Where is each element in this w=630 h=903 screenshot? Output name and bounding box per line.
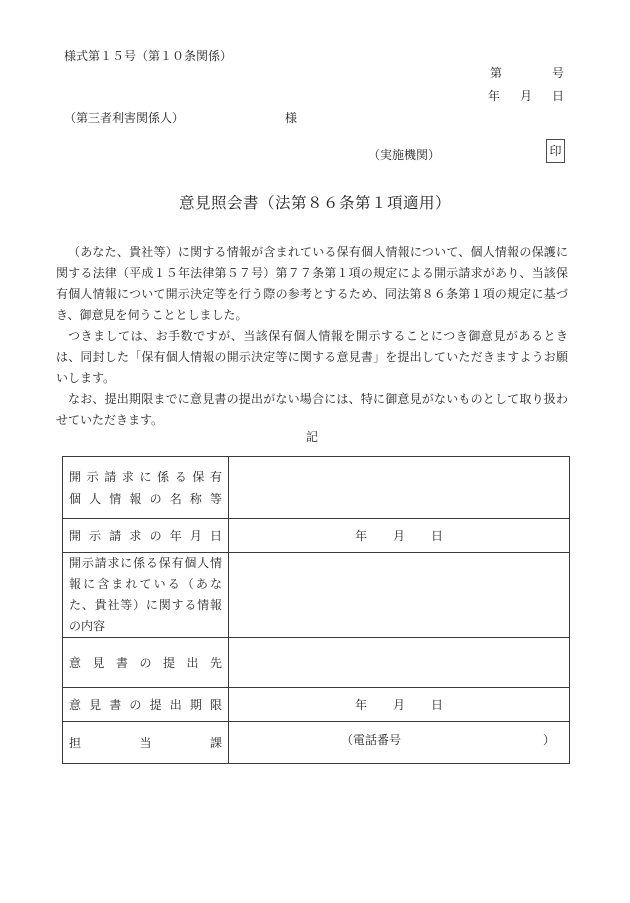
table-row-submit-deadline <box>63 688 570 722</box>
date-field <box>229 688 570 722</box>
blank-field <box>229 638 570 688</box>
doc-number-suffix: 号 <box>551 66 564 80</box>
row-label-cell <box>63 722 229 764</box>
body-text <box>56 242 568 431</box>
row-label: 個人情報の名称等 <box>69 491 222 506</box>
year-label: 年 <box>354 529 367 543</box>
phone-field <box>229 722 570 764</box>
row-label-cell <box>63 688 229 722</box>
seal-stamp-box: 印 <box>546 139 565 163</box>
day-label: 日 <box>431 698 444 712</box>
table-row-submit-to <box>63 638 570 688</box>
doc-number-line <box>490 64 564 82</box>
blank-field <box>229 457 570 519</box>
table-row-request-date <box>63 519 570 553</box>
row-label: 意見書の提出先 <box>69 655 222 670</box>
year-label: 年 <box>354 698 367 712</box>
issuer-label: （実施機関） <box>368 148 441 162</box>
table-row-department <box>63 722 570 764</box>
row-label-cell <box>63 638 229 688</box>
phone-close-paren: ） <box>542 733 555 747</box>
date-field <box>229 519 570 553</box>
row-label: 開示請求に係る保有個人情報に含まれている（あなた、貴社等）に関する情報の内容 <box>69 556 222 633</box>
blank-field <box>229 553 570 638</box>
note-heading: 記 <box>305 430 318 444</box>
row-label: 意見書の提出期限 <box>69 697 222 712</box>
date-day-label: 日 <box>551 89 564 103</box>
month-label: 月 <box>392 529 405 543</box>
form-number: 様式第１５号（第１０条関係） <box>64 49 233 63</box>
row-label-cell <box>63 519 229 553</box>
table-row-held-info-name <box>63 457 570 519</box>
row-label-cell <box>63 457 229 519</box>
row-label: 開示請求に係る保有 <box>69 469 222 484</box>
row-label-cell <box>63 553 229 638</box>
day-label: 日 <box>431 529 444 543</box>
date-year-label: 年 <box>487 89 500 103</box>
phone-number-label: （電話番号 <box>341 733 402 747</box>
paragraph: （あなた、貴社等）に関する情報が含まれている保有個人情報について、個人情報の保護に関する法律（平成１５年法律第５７号）第７７条第１項の規定による開示請求があり、当該保有個人情報について開示決定等を行う際の参考とするため、同法第８６条第１項の規定に基づき、御意見を伺うこととしました。 <box>56 245 568 322</box>
month-label: 月 <box>392 698 405 712</box>
row-label: 開示請求の年月日 <box>69 528 222 543</box>
paragraph: つきましては、お手数ですが、当該保有個人情報を開示することにつき御意見があるときは、同封した「保有個人情報の開示決定等に関する意見書」を提出していただきますようお願いします。 <box>56 329 568 385</box>
details-table <box>62 456 570 764</box>
doc-date-line <box>488 87 564 105</box>
page-title: 意見照会書（法第８６条第１項適用） <box>178 195 451 212</box>
row-label: 担当課 <box>69 735 222 750</box>
table-row-info-content <box>63 553 570 638</box>
doc-number-prefix: 第 <box>489 66 502 80</box>
paragraph: なお、提出期限までに意見書の提出がない場合には、特に御意見がないものとして取り扱わせていただきます。 <box>56 392 568 427</box>
addressee-honorific: 様 <box>285 111 298 125</box>
date-month-label: 月 <box>519 89 532 103</box>
addressee-label: （第三者利害関係人） <box>64 111 185 125</box>
